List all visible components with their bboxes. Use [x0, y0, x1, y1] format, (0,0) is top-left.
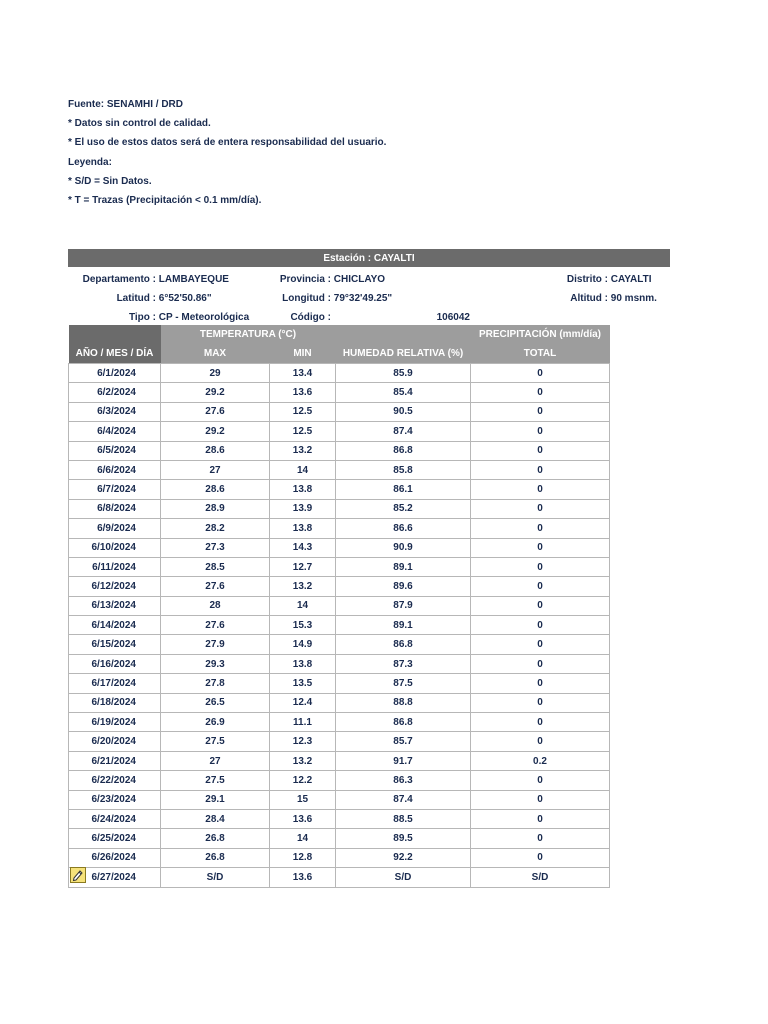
humedad-cell: S/D	[336, 868, 471, 887]
min-cell: 12.7	[270, 557, 336, 576]
table-row	[69, 751, 610, 770]
header-humedad-spacer	[336, 325, 471, 344]
altitud-meta	[548, 292, 657, 306]
date-cell: 6/9/2024	[69, 519, 161, 538]
min-cell: 12.2	[270, 771, 336, 790]
humedad-cell: 90.5	[336, 402, 471, 421]
departamento-value: LAMBAYEQUE	[158, 274, 229, 285]
table-row	[69, 383, 610, 402]
table-row	[69, 596, 610, 615]
humedad-cell: 86.1	[336, 480, 471, 499]
humedad-cell: 87.3	[336, 654, 471, 673]
max-cell: 27.8	[161, 674, 270, 693]
distrito-meta	[548, 273, 652, 287]
humedad-cell: 90.9	[336, 538, 471, 557]
precipitacion-cell: 0	[471, 790, 610, 809]
note-source: Fuente: SENAMHI / DRD	[68, 99, 183, 110]
max-cell: 28.6	[161, 441, 270, 460]
date-cell: 6/15/2024	[69, 635, 161, 654]
header-row-top	[69, 325, 610, 344]
humedad-cell: 89.1	[336, 557, 471, 576]
table-row	[69, 538, 610, 557]
date-cell: 6/14/2024	[69, 616, 161, 635]
precipitacion-cell: 0	[471, 441, 610, 460]
date-cell: 6/13/2024	[69, 596, 161, 615]
header-precipitacion: PRECIPITACIÓN (mm/día)	[471, 325, 610, 344]
header-fecha: AÑO / MES / DÍA	[69, 344, 161, 364]
date-cell: 6/12/2024	[69, 577, 161, 596]
max-cell: 29.2	[161, 383, 270, 402]
comment-note-icon[interactable]	[70, 867, 86, 883]
table-row	[69, 364, 610, 383]
humedad-cell: 85.7	[336, 732, 471, 751]
max-cell: 27	[161, 751, 270, 770]
precipitacion-cell: 0	[471, 557, 610, 576]
min-cell: 13.8	[270, 519, 336, 538]
table-row	[69, 480, 610, 499]
min-cell: 13.9	[270, 499, 336, 518]
humedad-cell: 88.8	[336, 693, 471, 712]
date-cell: 6/26/2024	[69, 848, 161, 867]
humedad-cell: 86.3	[336, 771, 471, 790]
precipitacion-cell: 0	[471, 809, 610, 828]
table-row	[69, 577, 610, 596]
date-cell: 6/4/2024	[69, 422, 161, 441]
min-cell: 14	[270, 460, 336, 479]
date-cell: 6/11/2024	[69, 557, 161, 576]
min-cell: 11.1	[270, 713, 336, 732]
precipitacion-cell: 0	[471, 732, 610, 751]
header-min: MIN	[270, 344, 336, 364]
min-cell: 14.9	[270, 635, 336, 654]
date-cell: 6/8/2024	[69, 499, 161, 518]
date-cell: 6/6/2024	[69, 460, 161, 479]
provincia-meta	[270, 273, 385, 287]
date-cell: 6/19/2024	[69, 713, 161, 732]
precipitacion-cell: 0	[471, 383, 610, 402]
date-cell: 6/23/2024	[69, 790, 161, 809]
altitud-label: Altitud :	[570, 293, 608, 304]
humedad-cell: 89.6	[336, 577, 471, 596]
humedad-cell: 88.5	[336, 809, 471, 828]
precipitacion-cell: 0.2	[471, 751, 610, 770]
header-temperatura: TEMPERATURA (°C)	[161, 325, 336, 344]
max-cell: 28.5	[161, 557, 270, 576]
min-cell: 13.4	[270, 364, 336, 383]
table-row	[69, 422, 610, 441]
longitud-meta	[270, 292, 392, 306]
header-fecha-spacer	[69, 325, 161, 344]
table-row	[69, 713, 610, 732]
max-cell: 29	[161, 364, 270, 383]
precipitacion-cell: 0	[471, 402, 610, 421]
min-cell: 15	[270, 790, 336, 809]
min-cell: 14.3	[270, 538, 336, 557]
max-cell: 26.8	[161, 829, 270, 848]
precipitacion-cell: 0	[471, 460, 610, 479]
humedad-cell: 85.8	[336, 460, 471, 479]
latitud-value: 6°52'50.86"	[158, 293, 212, 304]
humedad-cell: 87.9	[336, 596, 471, 615]
altitud-value: 90 msnm.	[610, 293, 657, 304]
precipitacion-cell: 0	[471, 519, 610, 538]
tipo-meta	[68, 311, 249, 325]
codigo-label: Código :	[290, 312, 331, 323]
max-cell: 28.4	[161, 809, 270, 828]
precipitacion-cell: 0	[471, 848, 610, 867]
station-title-bar: Estación : CAYALTI	[68, 249, 670, 267]
min-cell: 12.5	[270, 402, 336, 421]
table-row	[69, 519, 610, 538]
date-cell: 6/10/2024	[69, 538, 161, 557]
date-cell: 6/1/2024	[69, 364, 161, 383]
min-cell: 12.4	[270, 693, 336, 712]
max-cell: 28	[161, 596, 270, 615]
table-row	[69, 790, 610, 809]
date-cell: 6/16/2024	[69, 654, 161, 673]
max-cell: 28.2	[161, 519, 270, 538]
min-cell: 13.8	[270, 480, 336, 499]
humedad-cell: 86.6	[336, 519, 471, 538]
header-total: TOTAL	[471, 344, 610, 364]
humedad-cell: 87.4	[336, 422, 471, 441]
min-cell: 12.5	[270, 422, 336, 441]
date-cell: 6/21/2024	[69, 751, 161, 770]
date-cell: 6/22/2024	[69, 771, 161, 790]
max-cell: 28.6	[161, 480, 270, 499]
notes-block	[68, 98, 386, 213]
max-cell: 27.5	[161, 732, 270, 751]
table-row	[69, 441, 610, 460]
min-cell: 13.6	[270, 383, 336, 402]
table-body	[69, 325, 610, 887]
latitud-meta	[68, 292, 212, 306]
tipo-label: Tipo :	[128, 312, 156, 323]
max-cell: 27.6	[161, 577, 270, 596]
max-cell: 29.1	[161, 790, 270, 809]
max-cell: 29.3	[161, 654, 270, 673]
note-quality: * Datos sin control de calidad.	[68, 118, 211, 130]
table-row	[69, 499, 610, 518]
precipitacion-cell: 0	[471, 654, 610, 673]
precipitacion-cell: 0	[471, 771, 610, 790]
table-row	[69, 557, 610, 576]
table-row	[69, 809, 610, 828]
precipitacion-cell: 0	[471, 616, 610, 635]
min-cell: 13.8	[270, 654, 336, 673]
date-cell: 6/20/2024	[69, 732, 161, 751]
max-cell: 27.3	[161, 538, 270, 557]
table-row	[69, 829, 610, 848]
header-row-bottom	[69, 344, 610, 364]
precipitacion-cell: 0	[471, 577, 610, 596]
provincia-label: Provincia :	[279, 274, 331, 285]
humedad-cell: 91.7	[336, 751, 471, 770]
precipitacion-cell: 0	[471, 596, 610, 615]
min-cell: 13.6	[270, 868, 336, 887]
max-cell: 28.9	[161, 499, 270, 518]
provincia-value: CHICLAYO	[333, 274, 386, 285]
precipitacion-cell: 0	[471, 693, 610, 712]
humedad-cell: 85.2	[336, 499, 471, 518]
max-cell: 27.5	[161, 771, 270, 790]
max-cell: 26.5	[161, 693, 270, 712]
table-row	[69, 402, 610, 421]
date-cell: 6/17/2024	[69, 674, 161, 693]
humedad-cell: 92.2	[336, 848, 471, 867]
date-cell: 6/24/2024	[69, 809, 161, 828]
min-cell: 13.2	[270, 751, 336, 770]
date-cell: 6/25/2024	[69, 829, 161, 848]
humedad-cell: 89.5	[336, 829, 471, 848]
precipitacion-cell: 0	[471, 829, 610, 848]
weather-data-table	[68, 325, 610, 888]
table-row	[69, 674, 610, 693]
tipo-value: CP - Meteorológica	[158, 312, 250, 323]
distrito-label: Distrito :	[566, 274, 608, 285]
longitud-label: Longitud :	[282, 293, 331, 304]
precipitacion-cell: 0	[471, 713, 610, 732]
table-row	[69, 771, 610, 790]
date-cell: 6/2/2024	[69, 383, 161, 402]
humedad-cell: 87.4	[336, 790, 471, 809]
table-row	[69, 654, 610, 673]
precipitacion-cell: 0	[471, 499, 610, 518]
max-cell: 29.2	[161, 422, 270, 441]
distrito-value: CAYALTI	[610, 274, 652, 285]
precipitacion-cell: 0	[471, 480, 610, 499]
min-cell: 14	[270, 829, 336, 848]
max-cell: 27.9	[161, 635, 270, 654]
humedad-cell: 86.8	[336, 635, 471, 654]
table-row	[69, 732, 610, 751]
date-cell: 6/5/2024	[69, 441, 161, 460]
table-row	[69, 848, 610, 867]
departamento-label: Departamento :	[82, 274, 156, 285]
date-cell: 6/7/2024	[69, 480, 161, 499]
max-cell: 26.9	[161, 713, 270, 732]
header-max: MAX	[161, 344, 270, 364]
date-cell: 6/18/2024	[69, 693, 161, 712]
max-cell: 27.6	[161, 402, 270, 421]
min-cell: 12.3	[270, 732, 336, 751]
min-cell: 14	[270, 596, 336, 615]
precipitacion-cell: 0	[471, 635, 610, 654]
note-legend-trazas: * T = Trazas (Precipitación < 0.1 mm/día).	[68, 194, 262, 206]
codigo-value: 106042	[436, 312, 470, 323]
note-legend-title: Leyenda:	[68, 156, 112, 168]
precipitacion-cell: 0	[471, 538, 610, 557]
date-cell: 6/27/2024	[69, 868, 161, 887]
longitud-value: 79°32'49.25"	[333, 293, 393, 304]
precipitacion-cell: 0	[471, 674, 610, 693]
note-responsibility: * El uso de estos datos será de entera responsabilidad del usuario.	[68, 137, 387, 149]
max-cell: 26.8	[161, 848, 270, 867]
date-cell: 6/3/2024	[69, 402, 161, 421]
humedad-cell: 86.8	[336, 441, 471, 460]
humedad-cell: 87.5	[336, 674, 471, 693]
departamento-meta	[68, 273, 229, 287]
humedad-cell: 85.4	[336, 383, 471, 402]
humedad-cell: 85.9	[336, 364, 471, 383]
table-row	[69, 460, 610, 479]
min-cell: 15.3	[270, 616, 336, 635]
max-cell: 27	[161, 460, 270, 479]
min-cell: 12.8	[270, 848, 336, 867]
header-humedad: HUMEDAD RELATIVA (%)	[336, 344, 471, 364]
note-legend-sd: * S/D = Sin Datos.	[68, 175, 152, 187]
precipitacion-cell: 0	[471, 364, 610, 383]
min-cell: 13.2	[270, 577, 336, 596]
humedad-cell: 89.1	[336, 616, 471, 635]
min-cell: 13.5	[270, 674, 336, 693]
codigo-meta	[270, 311, 331, 325]
table-row	[69, 616, 610, 635]
table-row	[69, 635, 610, 654]
precipitacion-cell: S/D	[471, 868, 610, 887]
max-cell: 27.6	[161, 616, 270, 635]
latitud-label: Latitud :	[116, 293, 156, 304]
min-cell: 13.6	[270, 809, 336, 828]
min-cell: 13.2	[270, 441, 336, 460]
max-cell: S/D	[161, 868, 270, 887]
humedad-cell: 86.8	[336, 713, 471, 732]
table-row	[69, 693, 610, 712]
table-row	[69, 868, 610, 887]
precipitacion-cell: 0	[471, 422, 610, 441]
